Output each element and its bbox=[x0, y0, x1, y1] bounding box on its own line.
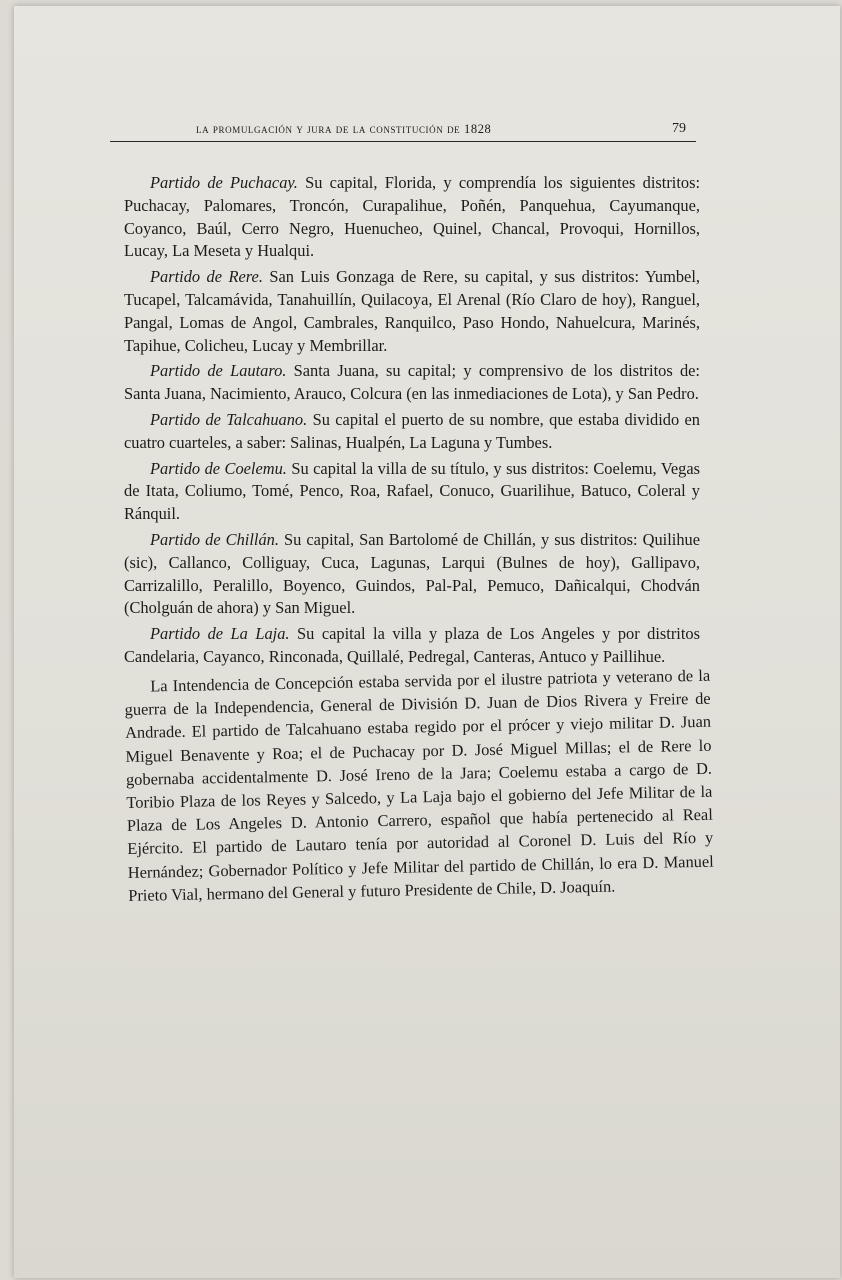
paragraph-text: Su capital, San Bartolomé de Chillán, y sus distritos: Quilihue (sic), Callanco, Colliguay, Cuca, Lagunas, Larqui (Bulnes de hoy), Gallipavo, Carrizalillo, Peralillo, Boyenco, Guindos, Pal-Pal, Pemuco, Dañicalqui, Chodván (Cholguán de ahora) y San Miguel. bbox=[124, 529, 700, 618]
running-header-title: la promulgación y jura de la constitución de 1828 bbox=[196, 122, 492, 136]
paragraph-partido-lautaro bbox=[124, 360, 700, 406]
paragraph-text: Santa Juana, su capital; y comprensivo de los distritos de: Santa Juana, Nacimiento, Arauco, Colcura (en las inmediaciones de Lota), y San Pedro. bbox=[124, 361, 700, 404]
paragraph-intendencia bbox=[124, 663, 714, 906]
paragraph-lead: Partido de Rere. bbox=[150, 267, 263, 287]
paragraph-text: Su capital la villa y plaza de Los Angeles y por distritos Candelaria, Cayanco, Rinconada, Quillalé, Pedregal, Canteras, Antuco y Paillihue. bbox=[124, 624, 700, 666]
paragraph-partido-chillan bbox=[124, 529, 700, 620]
paragraph-lead: Partido de Talcahuano. bbox=[150, 409, 308, 429]
paragraph-partido-rere bbox=[124, 266, 700, 357]
paragraph-lead: Partido de Coelemu. bbox=[150, 458, 287, 478]
running-header bbox=[110, 119, 696, 142]
paragraph-partido-la-laja bbox=[124, 623, 700, 669]
body-text bbox=[124, 172, 714, 910]
paragraph-partido-puchacay bbox=[124, 172, 700, 263]
page-number: 79 bbox=[672, 121, 686, 136]
paragraph-partido-coelemu bbox=[124, 458, 700, 526]
paragraph-text: La Intendencia de Concepción estaba servida por el ilustre patriota y veterano de la guerra de la Independencia, General de División D. Juan de Dios Rivera y Freire de Andrade. El partido de Talcahuano estaba regido por el prócer y viejo militar D. Juan Miguel Benavente y Roa; el de Puchacay por D. José Miguel Millas; el de Rere lo gobernaba accidentalmente D. José Ireno de la Jara; Coelemu estaba a cargo de D. Toribio Plaza de los Reyes y Salcedo, y La Laja bajo el gobierno del Jefe Militar de la Plaza de Los Angeles D. Antonio Carrero, español que había pertenecido al Real Ejército. El partido de Lautaro tenía por autoridad al Coronel D. Luis del Río y Hernández; Gobernador Político y Jefe Militar del partido de Chillán, lo era D. Manuel Prieto Vial, hermano del General y futuro Presidente de Chile, D. Joaquín. bbox=[124, 665, 714, 905]
paragraph-lead: Partido de La Laja. bbox=[150, 624, 290, 644]
paragraph-text: Su capital el puerto de su nombre, que estaba dividido en cuatro cuarteles, a saber: Salinas, Hualpén, La Laguna y Tumbes. bbox=[124, 409, 700, 452]
paragraph-text: San Luis Gonzaga de Rere, su capital, y sus distritos: Yumbel, Tucapel, Talcamávida, Tanahuillín, Quilacoya, El Arenal (Río Claro de hoy), Ranguel, Pangal, Lomas de Angol, Cambrales, Ranquilco, Paso Hondo, Nahuelcura, Marinés, Tapihue, Colicheu, Lucay y Membrillar. bbox=[124, 267, 700, 355]
paragraph-text: Su capital, Florida, y comprendía los siguientes distritos: Puchacay, Palomares, Troncón, Curapalihue, Poñén, Panquehua, Cayumanque, Coyanco, Baúl, Cerro Negro, Huenucheo, Quinel, Chancal, Provoqui, Hornillos, Lucay, La Meseta y Hualqui. bbox=[124, 173, 701, 261]
paragraph-lead: Partido de Lautaro. bbox=[150, 361, 287, 381]
paragraph-lead: Partido de Chillán. bbox=[150, 529, 279, 549]
paragraph-text: Su capital la villa de su título, y sus distritos: Coelemu, Vegas de Itata, Coliumo, Tomé, Penco, Roa, Rafael, Conuco, Guarilihue, Batuco, Coleral y Ránquil. bbox=[124, 458, 700, 524]
book-page bbox=[14, 6, 840, 1278]
paragraph-partido-talcahuano bbox=[124, 409, 700, 455]
paragraph-lead: Partido de Puchacay. bbox=[150, 173, 298, 192]
